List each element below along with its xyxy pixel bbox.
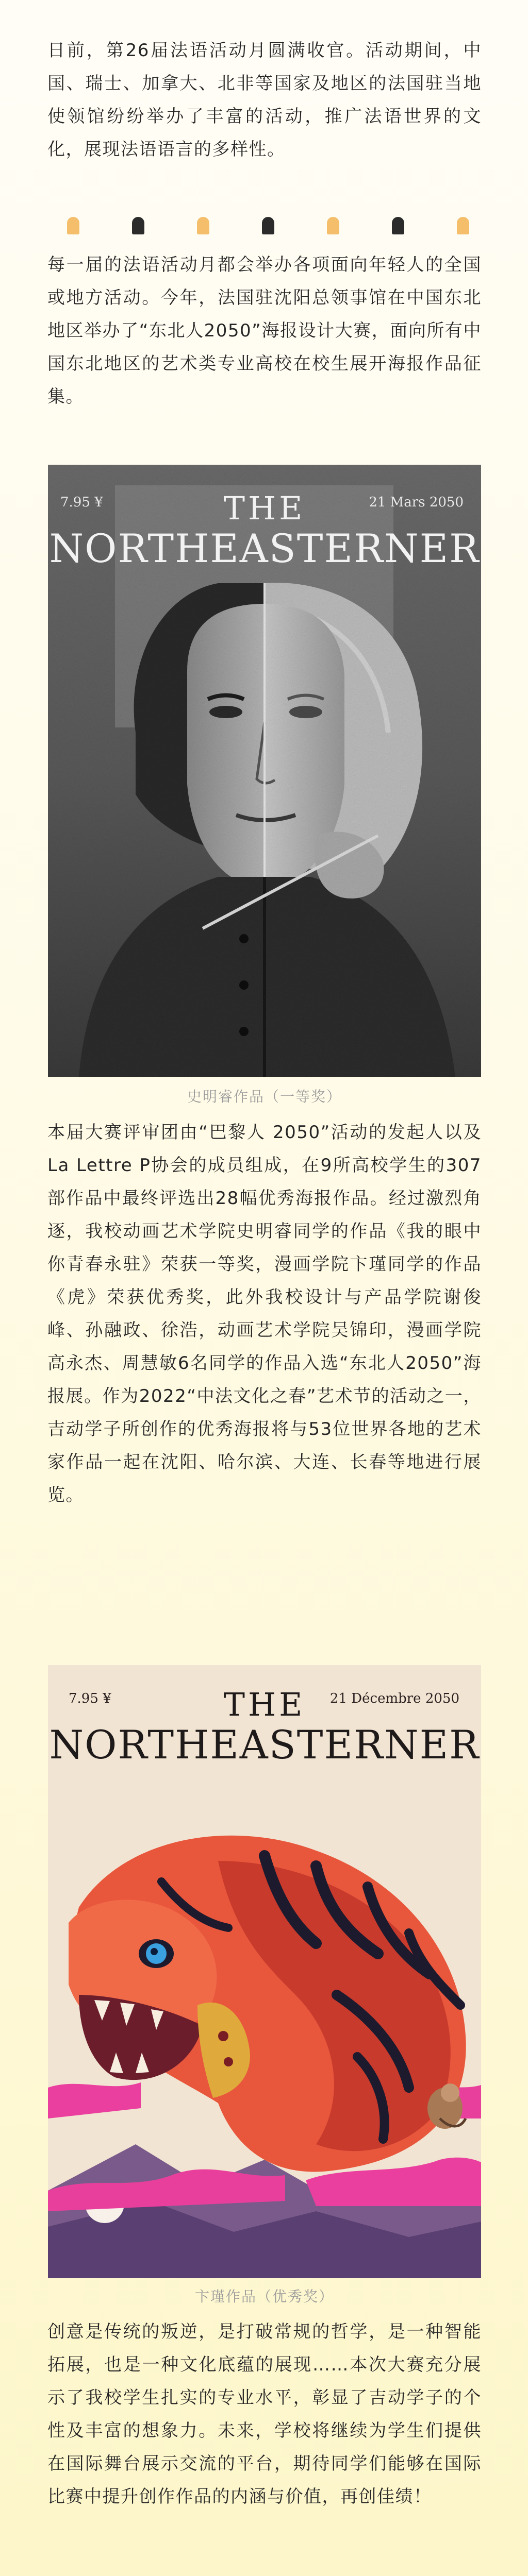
poster-caption-first-prize: 史明睿作品（一等奖） <box>187 1088 342 1105</box>
poster-price: 7.95 ¥ <box>60 495 103 510</box>
poster-date: 21 Décembre 2050 <box>329 1691 459 1706</box>
poster-masthead: NORTHEASTERNER <box>49 1722 480 1768</box>
poster-masthead: NORTHEASTERNER <box>49 526 480 571</box>
divider-dot <box>457 217 469 234</box>
divider-dot <box>132 217 144 234</box>
divider-dot <box>197 217 209 234</box>
poster-masthead-the: THE <box>223 489 306 527</box>
closing-paragraph: 创意是传统的叛逆，是打破常规的哲学，是一种智能拓展，也是一种文化底蕴的展现……本次大赛充分展示了我校学生扎实的专业水平，彰显了吉动学子的个性及丰富的想象力。未来，学校将继续为学生们提供在国际舞台展示交流的平台，期待同学们能够在国际比赛中提升创作作品的内涵与价值，再创佳绩！ <box>47 2321 482 2507</box>
poster-caption-merit-award: 卞瑾作品（优秀奖） <box>194 2288 334 2305</box>
divider-dot <box>262 217 274 234</box>
divider-dot <box>392 217 404 234</box>
contest-intro-paragraph: 每一届的法语活动月都会举办各项面向年轻人的全国或地方活动。今年，法国驻沈阳总领事馆在中国东北地区举办了“东北人2050”海报设计大赛，面向所有中国东北地区的艺术类专业高校在校生展开海报作品征集。 <box>47 255 482 407</box>
poster-date: 21 Mars 2050 <box>369 495 464 510</box>
poster-masthead-the: THE <box>223 1686 306 1723</box>
intro-paragraph: 日前，第26届法语活动月圆满收官。活动期间，中国、瑞士、加拿大、北非等国家及地区的法国驻当地使领馆纷纷举办了丰富的活动，推广法语世界的文化，展现法语语言的多样性。 <box>47 40 482 160</box>
divider-dot <box>327 217 339 234</box>
divider-dot <box>67 217 79 234</box>
poster-merit-award <box>48 1665 481 2278</box>
results-paragraph: 本届大赛评审团由“巴黎人 2050”活动的发起人以及La Lettre P协会的成员组成，在9所高校学生的307部作品中最终评选出28幅优秀海报作品。经过激烈角逐，我校动画艺术学院史明睿同学的作品《我的眼中你青春永驻》荣获一等奖，漫画学院卞瑾同学的作品《虎》荣获优秀奖，此外我校设计与产品学院谢俊峰、孙融政、徐浩，动画艺术学院吴锦印，漫画学院高永杰、周慧敏6名同学的作品入选“东北人2050”海报展。作为2022“中法文化之春”艺术节的活动之一，吉动学子所创作的优秀海报将与53位世界各地的艺术家作品一起在沈阳、哈尔滨、大连、长春等地进行展览。 <box>47 1122 482 1505</box>
poster-first-prize <box>48 465 481 1077</box>
dot-divider <box>67 215 469 236</box>
poster-price: 7.95 ¥ <box>69 1691 111 1706</box>
